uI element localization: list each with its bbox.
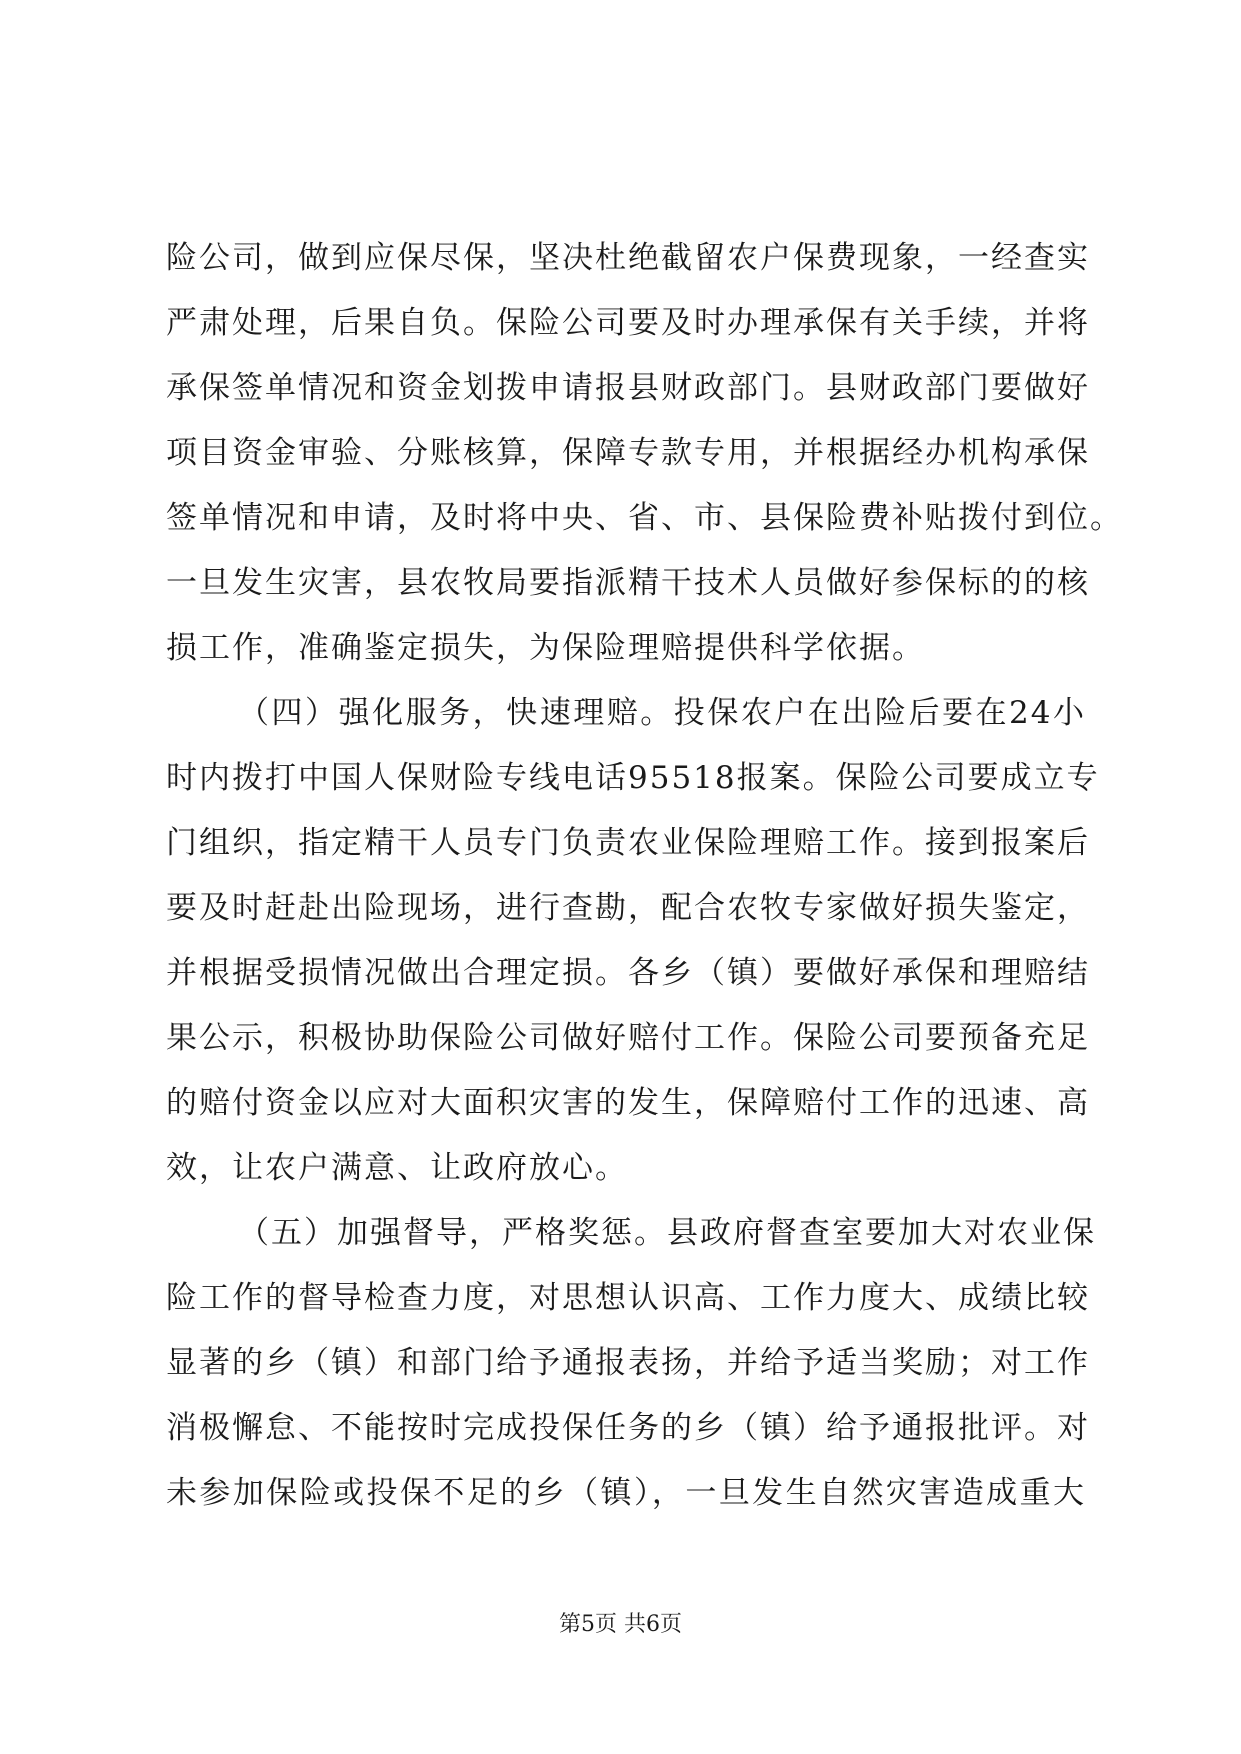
page-number-label: 第5页 共6页: [559, 1612, 682, 1637]
text-line: 一旦发生灾害，县农牧局要指派精干技术人员做好参保标的的核: [166, 565, 1090, 601]
page-footer: [0, 1610, 1241, 1640]
text-line: 并根据受损情况做出合理定损。各乡（镇）要做好承保和理赔结: [166, 955, 1090, 991]
paragraph-1: [166, 226, 1123, 681]
text-line: 的赔付资金以应对大面积灾害的发生，保障赔付工作的迅速、高: [166, 1085, 1090, 1121]
text-line: 险工作的督导检查力度，对思想认识高、工作力度大、成绩比较: [166, 1280, 1090, 1316]
text-line: 险公司，做到应保尽保，坚决杜绝截留农户保费现象，一经查实: [166, 240, 1090, 276]
text-line: 门组织，指定精干人员专门负责农业保险理赔工作。接到报案后: [166, 825, 1090, 861]
text-line: 显著的乡（镇）和部门给予通报表扬，并给予适当奖励；对工作: [166, 1345, 1090, 1381]
text-line: 消极懈怠、不能按时完成投保任务的乡（镇）给予通报批评。对: [166, 1410, 1090, 1446]
text-line: 效，让农户满意、让政府放心。: [166, 1150, 628, 1186]
text-line: 签单情况和申请，及时将中央、省、市、县保险费补贴拨付到位。: [166, 500, 1123, 536]
text-line: 未参加保险或投保不足的乡（镇），一旦发生自然灾害造成重大: [166, 1475, 1086, 1511]
text-line: 严肃处理，后果自负。保险公司要及时办理承保有关手续，并将: [166, 305, 1090, 341]
text-line: （四）强化服务，快速理赔。投保农户在出险后要在24小: [238, 695, 1086, 731]
paragraph-2: [166, 681, 1100, 1201]
text-line: （五）加强督导，严格奖惩。县政府督查室要加大对农业保: [238, 1215, 1096, 1251]
text-line: 损工作，准确鉴定损失，为保险理赔提供科学依据。: [166, 630, 925, 666]
text-line: 果公示，积极协助保险公司做好赔付工作。保险公司要预备充足: [166, 1020, 1090, 1056]
document-body: [166, 226, 1123, 1526]
text-line: 项目资金审验、分账核算，保障专款专用，并根据经办机构承保: [166, 435, 1090, 471]
paragraph-3: [166, 1201, 1096, 1526]
text-line: 承保签单情况和资金划拨申请报县财政部门。县财政部门要做好: [166, 370, 1090, 406]
text-line: 要及时赶赴出险现场，进行查勘，配合农牧专家做好损失鉴定，: [166, 890, 1090, 926]
text-line: 时内拨打中国人保财险专线电话95518报案。保险公司要成立专: [166, 760, 1100, 796]
